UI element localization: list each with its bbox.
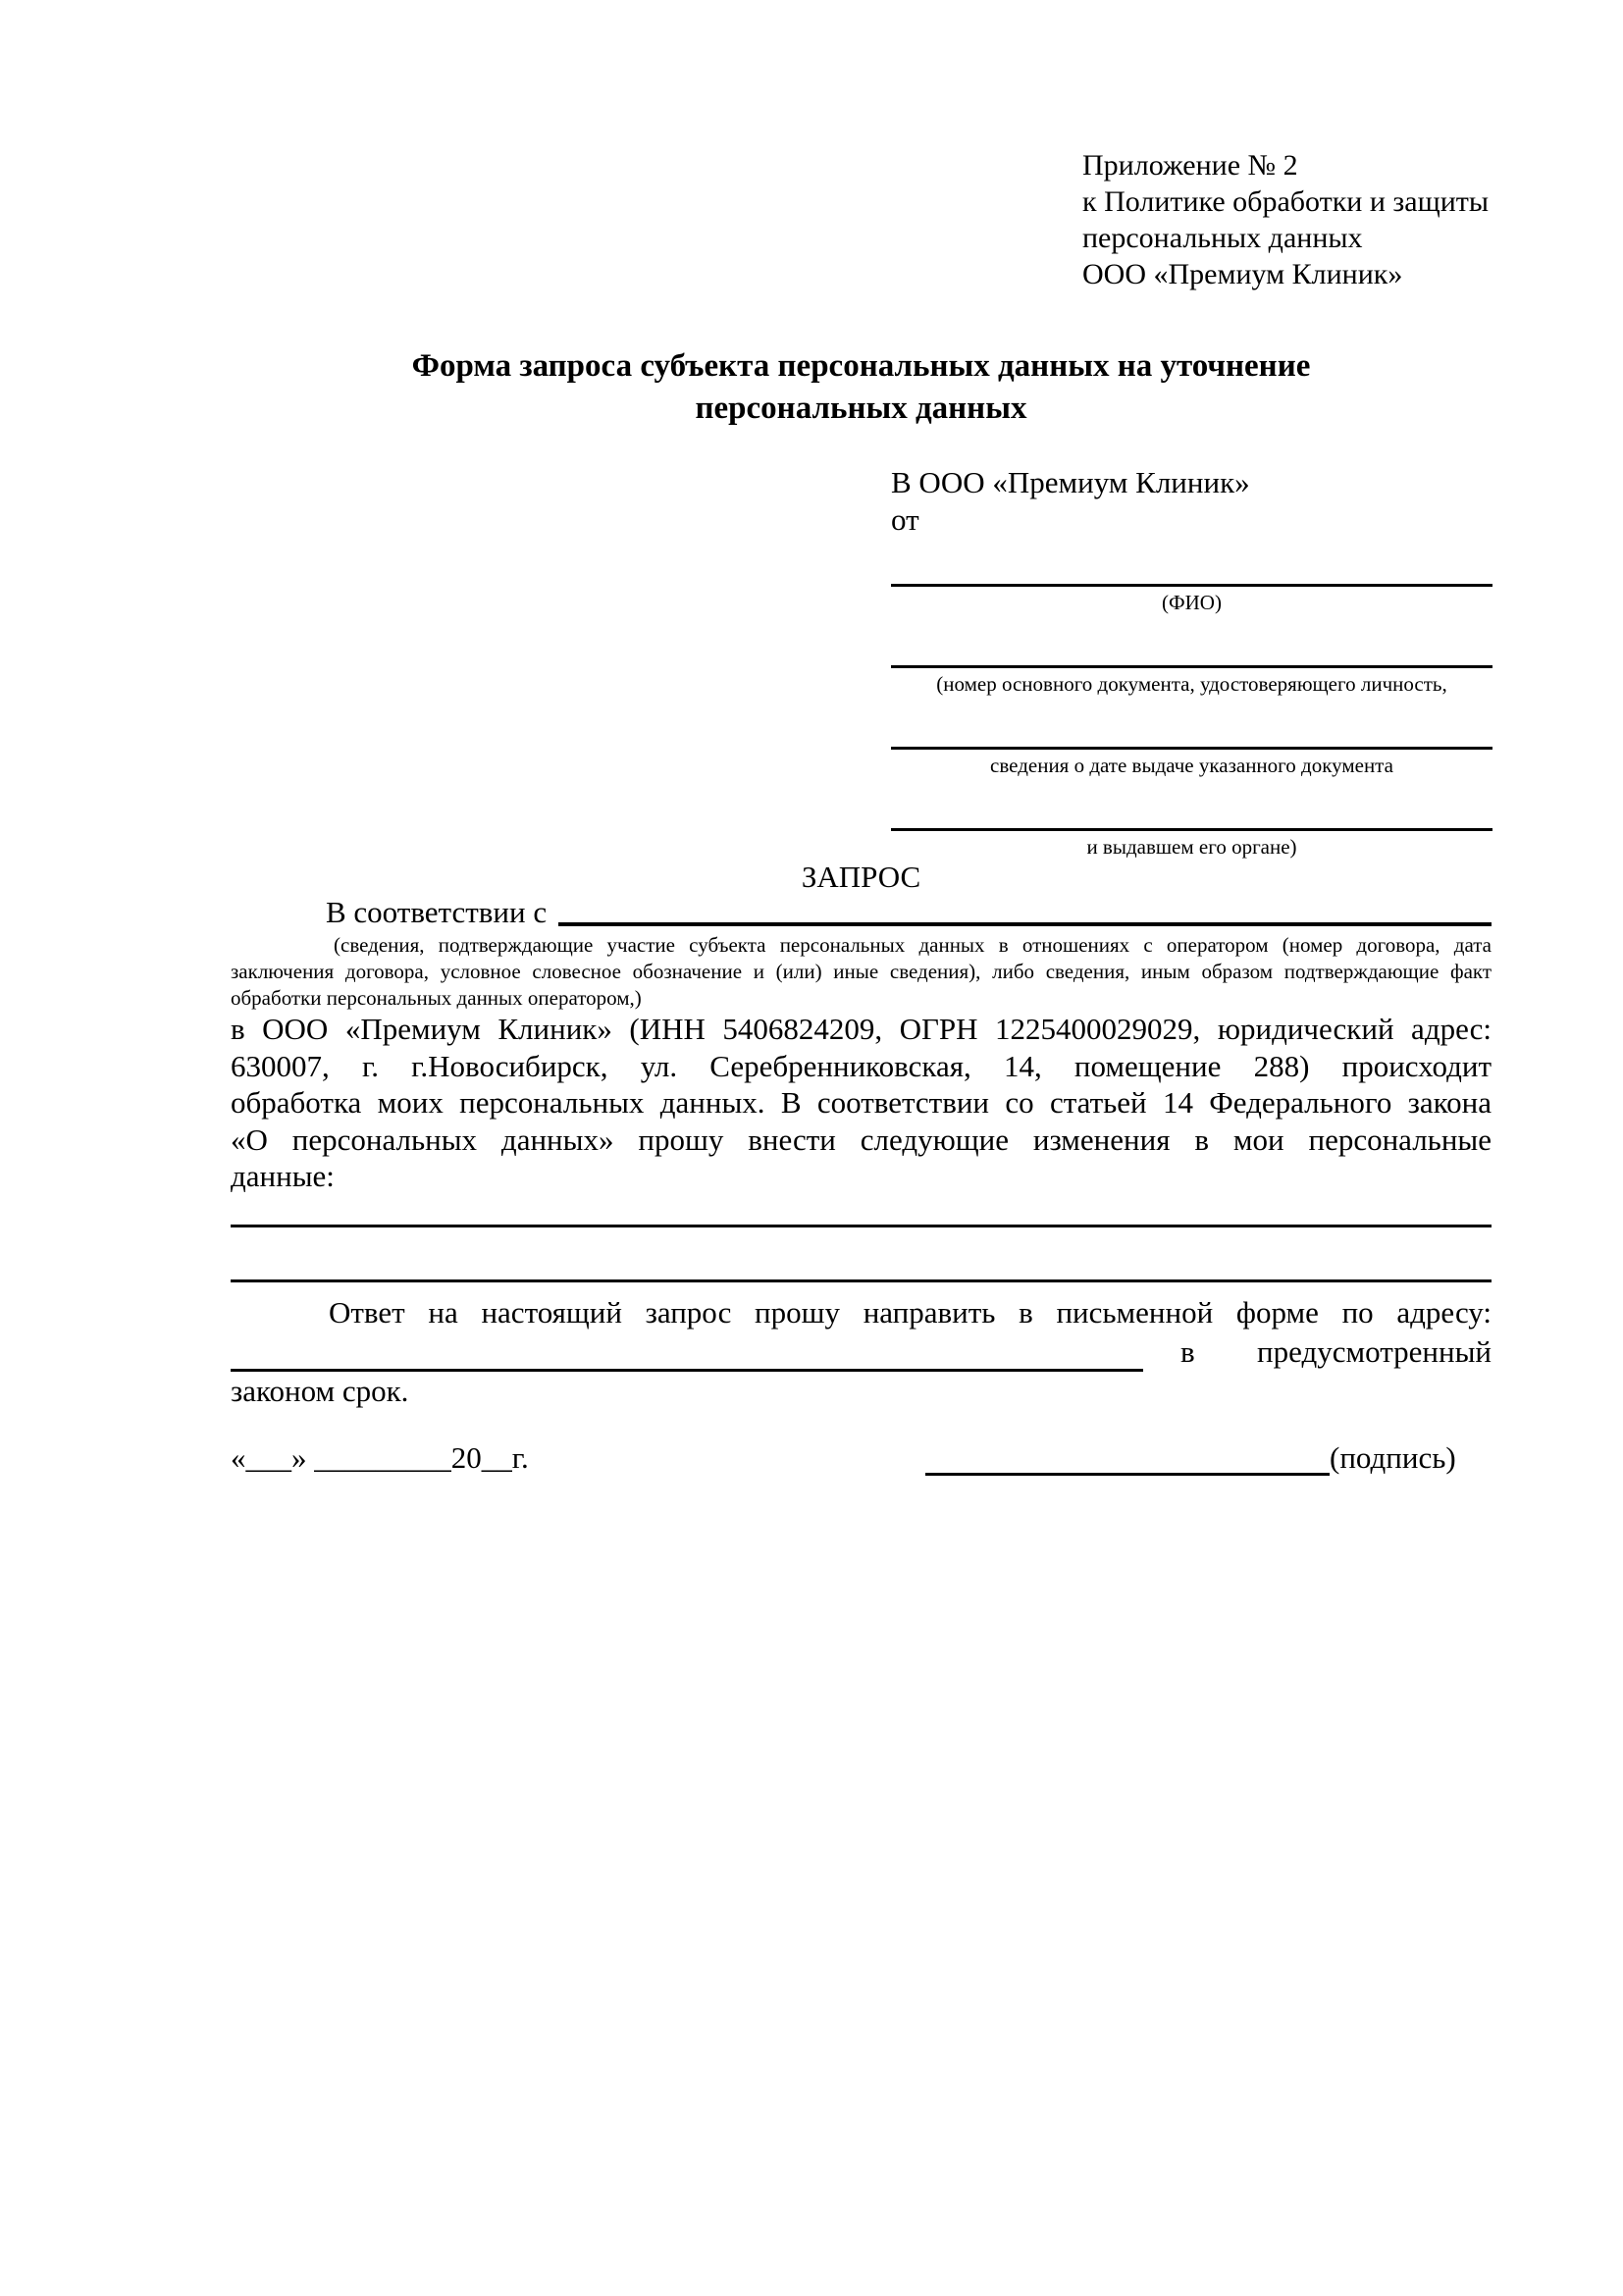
fill-in-line-1 [231, 1225, 1492, 1227]
form-title [231, 345, 1492, 430]
intro-fill-in-line [558, 895, 1492, 926]
signature-line [925, 1441, 1330, 1476]
body-paragraph [231, 1011, 1492, 1195]
body-line: обработка моих персональных данных. В соответствии со статьей 14 Федерального закона [231, 1085, 1492, 1120]
annex-line: к Политике обработки и защиты [1082, 185, 1490, 218]
body-line: 630007, г. г.Новосибирск, ул. Серебренниковская, 14, помещение 288) происходит [231, 1048, 1492, 1083]
annex-line: персональных данных [1082, 222, 1363, 254]
fio-field [891, 584, 1492, 615]
answer-paragraph [231, 1293, 1492, 1411]
document-number-field-caption: (номер основного документа, удостоверяющего личность, [936, 672, 1447, 696]
intro-note-line: обработки персональных данных оператором,) [231, 986, 642, 1010]
issue-date-field-caption: сведения о дате выдаче указанного документа [990, 754, 1393, 777]
body-line: данные: [231, 1159, 335, 1193]
document-number-field [891, 665, 1492, 697]
answer-line: Ответ на настоящий запрос прошу направить в письменной форме по адресу: [329, 1295, 1492, 1330]
fill-in-line-2 [231, 1279, 1492, 1282]
date-line: «___» _________20__г. [231, 1440, 529, 1475]
signature-caption: (подпись) [1330, 1440, 1456, 1475]
answer-closing: законом срок. [231, 1374, 409, 1408]
addressee-from-label: от [891, 502, 919, 537]
addressee-organization: В ООО «Премиум Клиник» [891, 465, 1250, 499]
intro-line [231, 895, 1492, 930]
annex-line: ООО «Премиум Клиник» [1082, 258, 1403, 290]
fio-field-caption: (ФИО) [1162, 591, 1222, 614]
issuing-authority-field [891, 828, 1492, 860]
answer-address-row [231, 1332, 1492, 1372]
address-fill-in-line [231, 1333, 1143, 1372]
issue-date-field [891, 747, 1492, 778]
intro-note [231, 932, 1492, 1012]
signature-block [925, 1440, 1477, 1476]
issuing-authority-field-caption: и выдавшем его органе) [1086, 835, 1297, 859]
intro-prefix: В соответствии с [326, 895, 548, 929]
answer-line-tail: в предусмотренный [1180, 1334, 1492, 1369]
body-line: в ООО «Премиум Клиник» (ИНН 5406824209, ОГРН 1225400029029, юридический адрес: [231, 1012, 1492, 1046]
form-title-line: Форма запроса субъекта персональных данных на уточнение [411, 348, 1311, 384]
first-line-indent [231, 895, 326, 930]
body-line: «О персональных данных» прошу внести следующие изменения в мои персональные [231, 1122, 1492, 1157]
annex-line: Приложение № 2 [1082, 149, 1298, 182]
request-heading: ЗАПРОС [801, 860, 921, 894]
form-title-line: персональных данных [695, 391, 1027, 426]
annex-block [1082, 147, 1504, 292]
intro-note-line: (сведения, подтверждающие участие субъекта персональных данных в отношениях с оператором (номер договора, дата [334, 933, 1492, 957]
intro-note-line: заключения договора, условное словесное обозначение и (или) иные сведения), либо сведения, иным образом подтверждающие факт [231, 960, 1492, 983]
